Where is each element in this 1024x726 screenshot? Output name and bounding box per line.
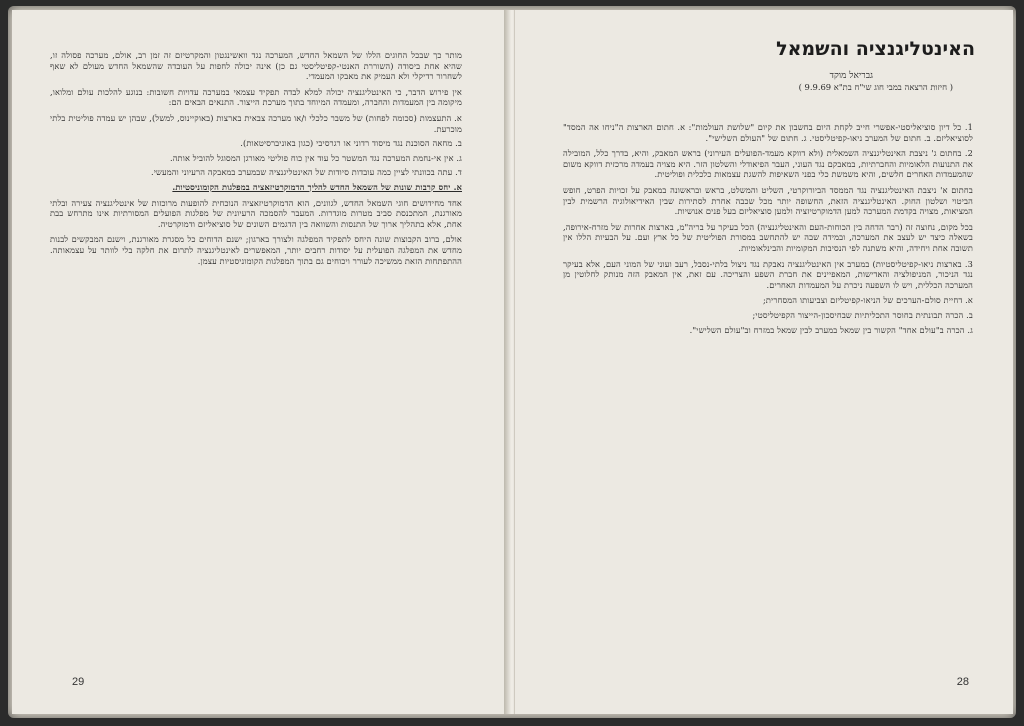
- list-item: ד. עתה בכוונתי לציין כמה עובדות סיודות של האינטליגנציה שבמערב במאבקה הרעיוני והמעשי.: [150, 167, 462, 178]
- list-item: ג. הכרה ב"עולם אחד" הקשור בין שמאל במערב לבין שמאל במזרח וב"עולם השלישי".: [689, 324, 973, 335]
- paragraph: 1. כל דיון סוציאליסטי-אפשרי חייב לקחת היום בחשבון את קיום "שלושת העולמות": א. חתום הארצות ה"ניחו אה המסד" לסוציאליזם. ב. חתום של המערב ניאו-קפיטליסטי. ג. חתום של "העולם השלישי".: [563, 122, 973, 143]
- right-page-text: [563, 122, 973, 682]
- paragraph: אין פירוש הדבר, כי האינטליגנציה יכולה למלא לבדה תפקיד עצמאי במערכה עדויות חשובות: בנוגע להלכות עולם ומלואו, מיקומה בין המעמדות והחברה, ומעמדה המיוחד בתוך מערכת הייצור. התנאים הבאים הם:: [50, 86, 462, 108]
- paragraph: 2. בחתום ג' ניצבת האינטליגנציה השמאלית (ולא דווקא מעמד-הפועלים העירוני) בראש המאבק, והיא, בדרך כלל, המובילה את התנועות הלאומיות והחברתיות, במאבקם נגד העוני, העבר הפיאודלי והשלטון הזר. היא מצויה בעמדה מרכזית דווקא משום שהמעמדות האחרים חלשים, והיא משמשת כלי בפני השאיפות להשגת עצמאות כלכלית ופוליטית.: [563, 148, 973, 180]
- right-page: [514, 10, 1013, 714]
- article-subtitle: ( חיזות הרצאה במבי חוג שי"ח בת"א 9.9.69 ): [798, 82, 953, 92]
- left-page: [12, 10, 511, 714]
- article-title: האינטליגנציה והשמאל: [776, 38, 975, 60]
- paragraph: מותר כך שבכל החוגים הללו של השמאל החדש, המערכה נגד וואשינגטון והמקרטיזם זה זמן רב, אולם, מערכה פסולה זו, שהיא אחת ביסודה (השוררת האנטי-קפיטליסטי גם כן) אינה יכולה לחפות על העובדה שהשמאל החדש מעולם לא שאף לשחרור רדיקלי ולא העמיק את מאבקו המעמדי.: [50, 50, 462, 82]
- list-item: א. התעצמות (סכומה לפחות) של משבר כלכלי ו/או מערכה צבאית בארצות (באוקיינוס, למשל), שבהן יש עמדה פוליטית בלתי מוכרעת.: [50, 112, 462, 134]
- paragraph: אולם, ברוב הקבוצות שונה היחס לתפקיד המפלגה ולצורך בארגון; ישנם הדוחים כל מסגרת מאורגנת, וישנם המבקשים לבנות מחדש את המפלגה הפועלית על יסודות רחבים יותר, המאפשרים לאינטליגנציה לתרום את חלקה בלי לוותר על עצמאותה. ההתפתחות הזאת ממשיכה לעורר ויכוחים גם בתוך המפלגות הקומוניסטיות עצמן.: [50, 234, 462, 266]
- list-item: ב. מחאה הסוכנת נגד מיסוד רדוני או רגרסיבי (כגון באוניברסיטאות).: [240, 138, 462, 149]
- article-author: גבריאל מוקד: [829, 71, 873, 81]
- open-book: [8, 6, 1016, 718]
- page-number: 28: [956, 676, 969, 688]
- paragraph: בחתום א' ניצבת האינטליגנציה נגד הממסד הביורוקרטי, השליט והמשלט, בראש ובראשונה במאבק על זכויות הפרט, חופש הביטוי ושלטון החוק. האינטליגנציה הזאת, החשופה יותר מכל שכבה אחרת לסתירות שבין האידיאולוגיה הרשמית לבין המציאות, מצויה בקדמת המערכה למען הדמוקרטיזציה ולמען סוציאליזם בעל פנים אנושיות.: [563, 184, 973, 217]
- paragraph: 3. בארצות ניאו-קפיטליסטיות) במערב אין האינטליגנציה נאבקת נגד ניצול בלתי-נסבל, רעב ועוני של המוני העם, אלא בעיקר נגד הניכור, המניפולציה והאדישות, המאפיינים את חברת השפע והצריכה. עם זאת, אין המאבק הזה מנותק לחלוטין מן המערכה הכללית, ויש לו השפעה ניכרת על המעמדות האחרים.: [563, 258, 973, 290]
- section-heading: א. יחס קרבות שונות של השמאל החדש להליך הדמוקרטיזאציה במפלגות הקומוניסטיות.: [172, 181, 462, 192]
- list-item: ב. הכרה תבונתית בחוסר התכליתיות שבחיסכון-הייצור הקפיטליסטי;: [752, 309, 973, 320]
- list-item: א. דחיית סולם-הערכים של הניאו-קפיטליזם וצביעותו המסחרית;: [762, 295, 973, 306]
- list-item: ג. אין אי-נחמת המערכה נגד המשטר כל עוד אין כוח פוליטי מאורגן המסוגל להוביל אותה.: [169, 152, 462, 163]
- paragraph: אחד מחידושים חוגי השמאל החדש, לגוונים, הוא הדמוקרטיזאציה הנוכחית להופעות מרוכזות של אינטליגנציה צעירה ובלתי מאורגנת, המתכנסת סביב מטרות מוגדרות. המעבר להסמכה הרעיונית של מפלגות הפועלים המסורתיות אינו מתרחש בבת אחת, אלא בתהליך ארוך של התנסות והשוואה בין הדגמים השונים של סוציאליזם ודמוקרטיה.: [50, 197, 462, 229]
- left-page-text: [50, 50, 462, 630]
- page-number: 29: [72, 676, 85, 688]
- paragraph: בכל מקום, נחוצה זה (רבר הדחה בין הכוחות-העם והאינטליגנציה) הכל בעיקר על בריה"מ, בארצות אחרות של מזרח-אירופה, בשאלה כיצד יש לעצב את המערכה, ובמידה שבה יש להתחשב במסורת הפוליטית של כל ארץ ועם. על הבעיות הללו אין תשובה אחת ויחידה, והיא משתנה לפי הנסיבות המקומיות והבינלאומיות.: [563, 221, 973, 253]
